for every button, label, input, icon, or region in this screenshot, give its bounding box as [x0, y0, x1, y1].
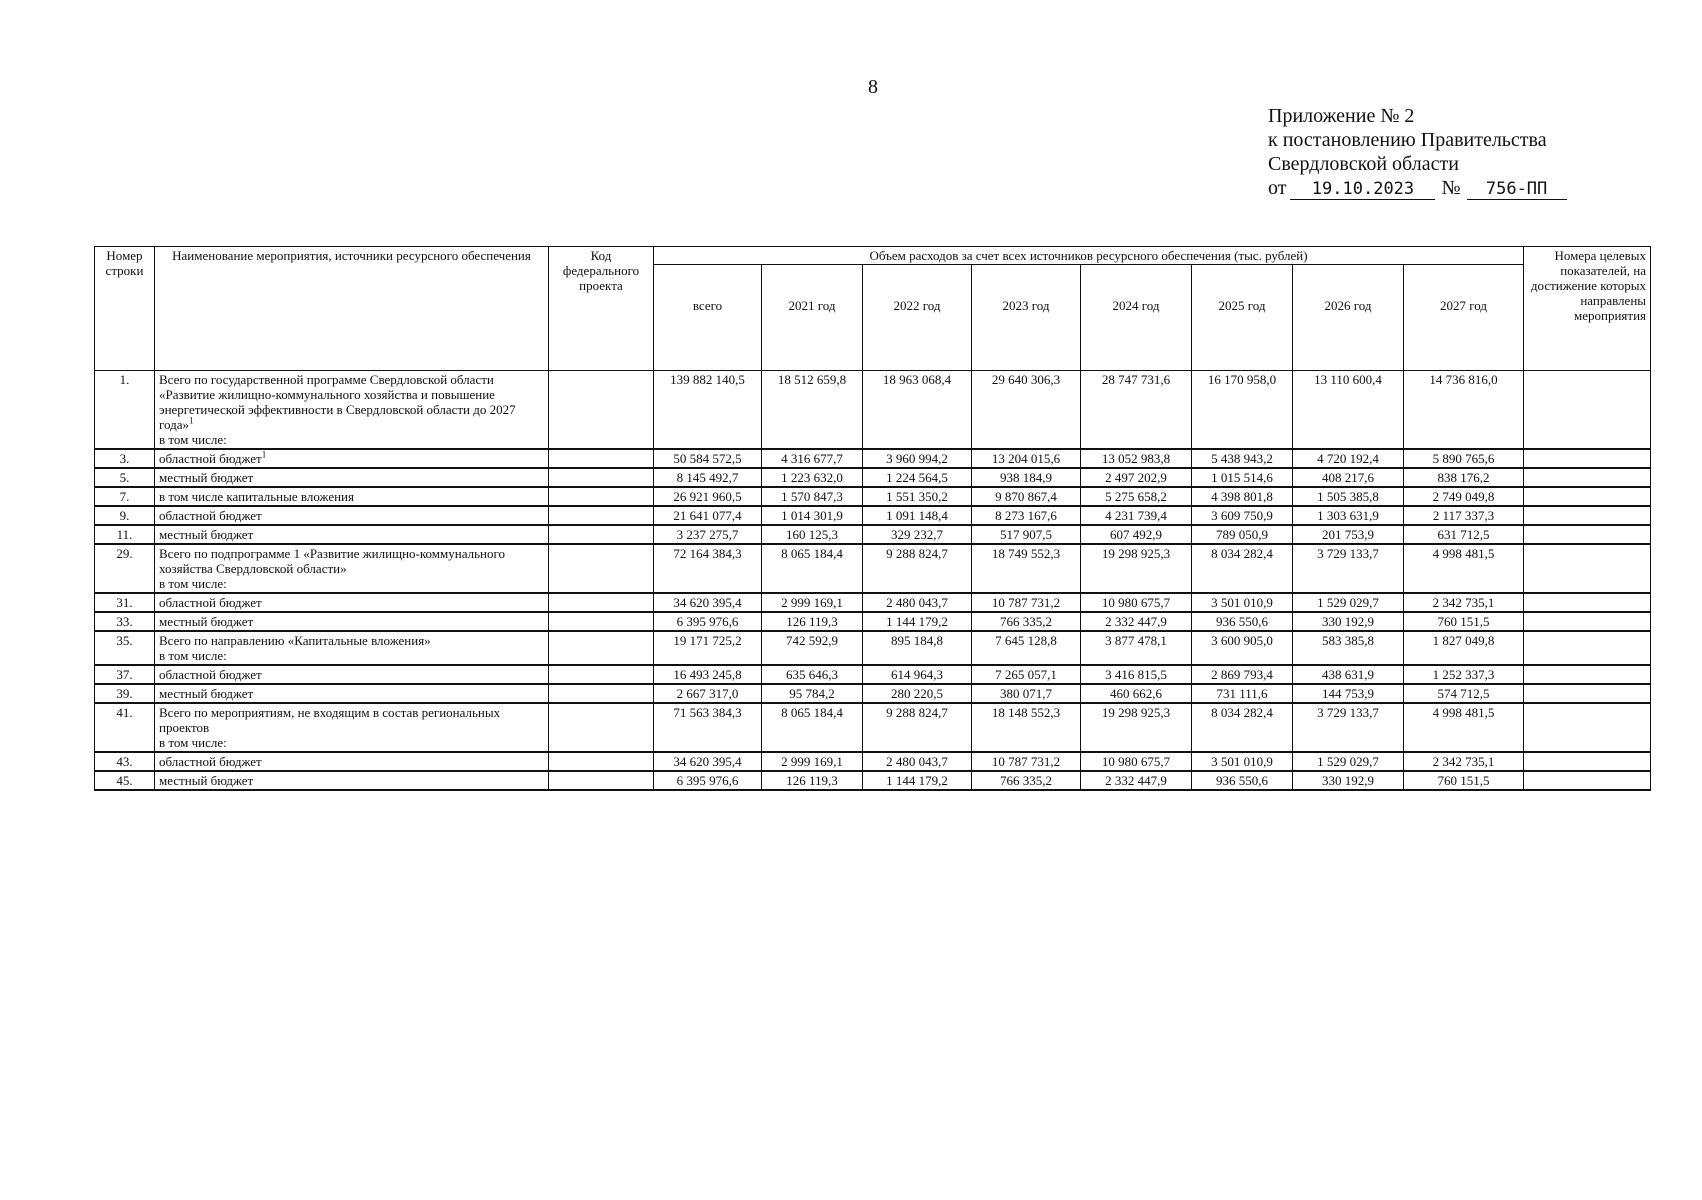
amount-cell-y2024: 2 497 202,9 — [1081, 468, 1192, 487]
header-code: Код федерального проекта — [549, 247, 654, 371]
row-number-cell: 37. — [95, 665, 155, 684]
resolution-date: 19.10.2023 — [1290, 179, 1435, 200]
footnote-mark: 1 — [261, 449, 267, 460]
header-2021: 2021 год — [762, 265, 863, 371]
header-expenses: Объем расходов за счет всех источников ресурсного обеспечения (тыс. рублей) — [654, 247, 1524, 265]
amount-cell-y2026: 144 753,9 — [1293, 684, 1404, 703]
row-number-cell: 33. — [95, 612, 155, 631]
row-number-cell: 43. — [95, 752, 155, 771]
header-2025: 2025 год — [1192, 265, 1293, 371]
row-number-cell: 11. — [95, 525, 155, 544]
table-row — [95, 684, 1651, 703]
amount-cell-y2024: 3 877 478,1 — [1081, 631, 1192, 665]
row-name-cell — [155, 631, 549, 665]
budget-table — [94, 246, 1651, 791]
table-body — [95, 371, 1651, 791]
row-name-text: местный бюджет — [159, 614, 254, 629]
row-name-cell — [155, 449, 549, 468]
amount-cell-y2024: 10 980 675,7 — [1081, 593, 1192, 612]
row-code-cell — [549, 593, 654, 612]
row-code-cell — [549, 525, 654, 544]
amount-cell-y2021: 1 223 632,0 — [762, 468, 863, 487]
row-name-cell — [155, 752, 549, 771]
table-row — [95, 525, 1651, 544]
amount-cell-y2024: 460 662,6 — [1081, 684, 1192, 703]
header-2027: 2027 год — [1404, 265, 1524, 371]
amount-cell-y2027: 1 827 049,8 — [1404, 631, 1524, 665]
amount-cell-y2025: 8 034 282,4 — [1192, 703, 1293, 752]
amount-cell-y2024: 19 298 925,3 — [1081, 703, 1192, 752]
header-name: Наименование мероприятия, источники ресурсного обеспечения — [155, 247, 549, 371]
amount-cell-y2021: 635 646,3 — [762, 665, 863, 684]
amount-cell-y2026: 330 192,9 — [1293, 771, 1404, 790]
amount-cell-y2024: 4 231 739,4 — [1081, 506, 1192, 525]
row-number-cell: 5. — [95, 468, 155, 487]
row-targets-cell — [1524, 487, 1651, 506]
amount-cell-total: 34 620 395,4 — [654, 752, 762, 771]
row-number-cell: 29. — [95, 544, 155, 593]
row-targets-cell — [1524, 593, 1651, 612]
row-code-cell — [549, 487, 654, 506]
row-name-text: Всего по государственной программе Свердловской области «Развитие жилищно-коммунального хозяйства и повышение энергетической эффективности в Свердловской области до 2027 года» — [159, 372, 516, 432]
amount-cell-y2024: 5 275 658,2 — [1081, 487, 1192, 506]
amount-cell-y2025: 8 034 282,4 — [1192, 544, 1293, 593]
row-code-cell — [549, 684, 654, 703]
appendix-header — [1268, 104, 1567, 200]
amount-cell-total: 34 620 395,4 — [654, 593, 762, 612]
row-name-cell — [155, 771, 549, 790]
amount-cell-total: 8 145 492,7 — [654, 468, 762, 487]
row-name-text: местный бюджет — [159, 527, 254, 542]
row-name-text: местный бюджет — [159, 773, 254, 788]
row-name-cell — [155, 371, 549, 450]
row-number-cell: 3. — [95, 449, 155, 468]
amount-cell-y2025: 1 015 514,6 — [1192, 468, 1293, 487]
table-row — [95, 449, 1651, 468]
amount-cell-y2023: 766 335,2 — [972, 771, 1081, 790]
amount-cell-y2021: 742 592,9 — [762, 631, 863, 665]
table-header — [95, 247, 1651, 371]
amount-cell-y2026: 1 505 385,8 — [1293, 487, 1404, 506]
amount-cell-y2023: 10 787 731,2 — [972, 752, 1081, 771]
row-code-cell — [549, 665, 654, 684]
amount-cell-y2022: 18 963 068,4 — [863, 371, 972, 450]
number-label: № — [1441, 177, 1461, 199]
row-targets-cell — [1524, 631, 1651, 665]
amount-cell-y2025: 5 438 943,2 — [1192, 449, 1293, 468]
amount-cell-total: 21 641 077,4 — [654, 506, 762, 525]
amount-cell-y2023: 8 273 167,6 — [972, 506, 1081, 525]
amount-cell-total: 71 563 384,3 — [654, 703, 762, 752]
amount-cell-y2023: 9 870 867,4 — [972, 487, 1081, 506]
amount-cell-y2025: 3 501 010,9 — [1192, 593, 1293, 612]
amount-cell-y2022: 2 480 043,7 — [863, 593, 972, 612]
appendix-region: Свердловской области — [1268, 153, 1459, 175]
amount-cell-y2027: 1 252 337,3 — [1404, 665, 1524, 684]
amount-cell-y2027: 2 342 735,1 — [1404, 752, 1524, 771]
amount-cell-y2022: 1 144 179,2 — [863, 771, 972, 790]
row-name-cell — [155, 487, 549, 506]
row-name-cell — [155, 684, 549, 703]
amount-cell-y2025: 4 398 801,8 — [1192, 487, 1293, 506]
amount-cell-y2027: 838 176,2 — [1404, 468, 1524, 487]
row-name-cell — [155, 593, 549, 612]
row-targets-cell — [1524, 506, 1651, 525]
row-number-cell: 41. — [95, 703, 155, 752]
header-2026: 2026 год — [1293, 265, 1404, 371]
amount-cell-y2025: 16 170 958,0 — [1192, 371, 1293, 450]
footnote-mark: 1 — [189, 415, 194, 426]
amount-cell-y2023: 7 265 057,1 — [972, 665, 1081, 684]
amount-cell-y2026: 1 303 631,9 — [1293, 506, 1404, 525]
amount-cell-y2027: 574 712,5 — [1404, 684, 1524, 703]
amount-cell-y2027: 760 151,5 — [1404, 771, 1524, 790]
header-2024: 2024 год — [1081, 265, 1192, 371]
amount-cell-y2023: 13 204 015,6 — [972, 449, 1081, 468]
row-targets-cell — [1524, 684, 1651, 703]
row-targets-cell — [1524, 468, 1651, 487]
amount-cell-y2022: 329 232,7 — [863, 525, 972, 544]
amount-cell-y2027: 5 890 765,6 — [1404, 449, 1524, 468]
table-row — [95, 752, 1651, 771]
row-targets-cell — [1524, 612, 1651, 631]
amount-cell-y2021: 126 119,3 — [762, 612, 863, 631]
amount-cell-y2024: 2 332 447,9 — [1081, 612, 1192, 631]
amount-cell-total: 19 171 725,2 — [654, 631, 762, 665]
amount-cell-y2025: 789 050,9 — [1192, 525, 1293, 544]
table-row — [95, 544, 1651, 593]
amount-cell-y2024: 2 332 447,9 — [1081, 771, 1192, 790]
row-name-text: областной бюджет — [159, 754, 262, 769]
row-subtitle-text: в том числе: — [159, 648, 227, 663]
amount-cell-y2024: 28 747 731,6 — [1081, 371, 1192, 450]
row-name-text: Всего по подпрограмме 1 «Развитие жилищно-коммунального хозяйства Свердловской области» — [159, 546, 505, 576]
row-name-text: областной бюджет — [159, 451, 262, 466]
amount-cell-y2023: 380 071,7 — [972, 684, 1081, 703]
header-targets: Номера целевых показателей, на достижение которых направлены мероприятия — [1524, 247, 1651, 371]
row-code-cell — [549, 752, 654, 771]
amount-cell-y2021: 8 065 184,4 — [762, 544, 863, 593]
row-name-cell — [155, 506, 549, 525]
amount-cell-y2026: 13 110 600,4 — [1293, 371, 1404, 450]
row-name-cell — [155, 544, 549, 593]
header-total: всего — [654, 265, 762, 371]
amount-cell-y2022: 1 144 179,2 — [863, 612, 972, 631]
from-label: от — [1268, 177, 1287, 199]
amount-cell-y2025: 2 869 793,4 — [1192, 665, 1293, 684]
row-targets-cell — [1524, 665, 1651, 684]
amount-cell-y2026: 4 720 192,4 — [1293, 449, 1404, 468]
amount-cell-y2022: 614 964,3 — [863, 665, 972, 684]
table-row — [95, 665, 1651, 684]
amount-cell-y2026: 3 729 133,7 — [1293, 703, 1404, 752]
amount-cell-y2026: 583 385,8 — [1293, 631, 1404, 665]
resolution-number: 756-ПП — [1467, 179, 1567, 200]
row-code-cell — [549, 506, 654, 525]
amount-cell-y2021: 1 014 301,9 — [762, 506, 863, 525]
header-row-number: Номер строки — [95, 247, 155, 371]
row-code-cell — [549, 631, 654, 665]
row-code-cell — [549, 771, 654, 790]
amount-cell-y2023: 10 787 731,2 — [972, 593, 1081, 612]
row-subtitle-text: в том числе: — [159, 432, 227, 447]
row-code-cell — [549, 612, 654, 631]
row-name-text: Всего по мероприятиям, не входящим в состав региональных проектов — [159, 705, 501, 735]
amount-cell-total: 16 493 245,8 — [654, 665, 762, 684]
amount-cell-y2024: 10 980 675,7 — [1081, 752, 1192, 771]
amount-cell-y2024: 3 416 815,5 — [1081, 665, 1192, 684]
row-name-text: местный бюджет — [159, 470, 254, 485]
table-row — [95, 371, 1651, 450]
amount-cell-y2026: 201 753,9 — [1293, 525, 1404, 544]
row-name-text: областной бюджет — [159, 667, 262, 682]
header-2022: 2022 год — [863, 265, 972, 371]
amount-cell-y2021: 4 316 677,7 — [762, 449, 863, 468]
row-number-cell: 35. — [95, 631, 155, 665]
amount-cell-y2021: 1 570 847,3 — [762, 487, 863, 506]
table-row — [95, 593, 1651, 612]
amount-cell-y2027: 2 117 337,3 — [1404, 506, 1524, 525]
table-row — [95, 631, 1651, 665]
row-subtitle-text: в том числе: — [159, 576, 227, 591]
row-number-cell: 45. — [95, 771, 155, 790]
amount-cell-y2025: 3 609 750,9 — [1192, 506, 1293, 525]
amount-cell-y2022: 3 960 994,2 — [863, 449, 972, 468]
amount-cell-y2023: 18 749 552,3 — [972, 544, 1081, 593]
row-name-cell — [155, 468, 549, 487]
appendix-resolution: к постановлению Правительства — [1268, 129, 1547, 151]
amount-cell-y2021: 126 119,3 — [762, 771, 863, 790]
row-targets-cell — [1524, 544, 1651, 593]
row-code-cell — [549, 371, 654, 450]
row-name-text: Всего по направлению «Капитальные вложения» — [159, 633, 431, 648]
amount-cell-y2026: 3 729 133,7 — [1293, 544, 1404, 593]
amount-cell-y2027: 4 998 481,5 — [1404, 703, 1524, 752]
amount-cell-y2027: 760 151,5 — [1404, 612, 1524, 631]
row-name-text: местный бюджет — [159, 686, 254, 701]
amount-cell-total: 2 667 317,0 — [654, 684, 762, 703]
amount-cell-y2023: 517 907,5 — [972, 525, 1081, 544]
row-code-cell — [549, 449, 654, 468]
amount-cell-total: 50 584 572,5 — [654, 449, 762, 468]
table-row — [95, 506, 1651, 525]
row-targets-cell — [1524, 449, 1651, 468]
amount-cell-y2027: 631 712,5 — [1404, 525, 1524, 544]
row-code-cell — [549, 703, 654, 752]
amount-cell-total: 6 395 976,6 — [654, 612, 762, 631]
row-name-text: областной бюджет — [159, 595, 262, 610]
row-name-cell — [155, 612, 549, 631]
amount-cell-y2021: 18 512 659,8 — [762, 371, 863, 450]
amount-cell-y2024: 13 052 983,8 — [1081, 449, 1192, 468]
row-targets-cell — [1524, 752, 1651, 771]
amount-cell-y2025: 3 600 905,0 — [1192, 631, 1293, 665]
table-row — [95, 703, 1651, 752]
amount-cell-y2027: 2 342 735,1 — [1404, 593, 1524, 612]
amount-cell-y2023: 766 335,2 — [972, 612, 1081, 631]
table-row — [95, 612, 1651, 631]
row-code-cell — [549, 468, 654, 487]
amount-cell-total: 139 882 140,5 — [654, 371, 762, 450]
amount-cell-y2025: 936 550,6 — [1192, 771, 1293, 790]
amount-cell-total: 6 395 976,6 — [654, 771, 762, 790]
amount-cell-y2022: 280 220,5 — [863, 684, 972, 703]
amount-cell-total: 3 237 275,7 — [654, 525, 762, 544]
amount-cell-y2026: 330 192,9 — [1293, 612, 1404, 631]
amount-cell-y2022: 2 480 043,7 — [863, 752, 972, 771]
header-2023: 2023 год — [972, 265, 1081, 371]
amount-cell-y2025: 3 501 010,9 — [1192, 752, 1293, 771]
table-row — [95, 487, 1651, 506]
amount-cell-y2021: 95 784,2 — [762, 684, 863, 703]
amount-cell-y2021: 8 065 184,4 — [762, 703, 863, 752]
row-number-cell: 31. — [95, 593, 155, 612]
amount-cell-total: 26 921 960,5 — [654, 487, 762, 506]
page-number: 8 — [868, 76, 878, 98]
amount-cell-y2026: 1 529 029,7 — [1293, 752, 1404, 771]
row-targets-cell — [1524, 771, 1651, 790]
amount-cell-y2023: 7 645 128,8 — [972, 631, 1081, 665]
row-subtitle-text: в том числе: — [159, 735, 227, 750]
row-number-cell: 1. — [95, 371, 155, 450]
amount-cell-y2025: 731 111,6 — [1192, 684, 1293, 703]
amount-cell-y2025: 936 550,6 — [1192, 612, 1293, 631]
amount-cell-y2026: 408 217,6 — [1293, 468, 1404, 487]
row-name-cell — [155, 665, 549, 684]
amount-cell-y2022: 1 551 350,2 — [863, 487, 972, 506]
amount-cell-y2022: 1 091 148,4 — [863, 506, 972, 525]
row-name-text: в том числе капитальные вложения — [159, 489, 354, 504]
amount-cell-total: 72 164 384,3 — [654, 544, 762, 593]
amount-cell-y2023: 938 184,9 — [972, 468, 1081, 487]
row-targets-cell — [1524, 703, 1651, 752]
amount-cell-y2021: 160 125,3 — [762, 525, 863, 544]
appendix-title: Приложение № 2 — [1268, 105, 1415, 127]
amount-cell-y2021: 2 999 169,1 — [762, 593, 863, 612]
amount-cell-y2027: 2 749 049,8 — [1404, 487, 1524, 506]
amount-cell-y2022: 9 288 824,7 — [863, 703, 972, 752]
row-number-cell: 39. — [95, 684, 155, 703]
amount-cell-y2024: 19 298 925,3 — [1081, 544, 1192, 593]
row-name-cell — [155, 525, 549, 544]
amount-cell-y2022: 1 224 564,5 — [863, 468, 972, 487]
row-code-cell — [549, 544, 654, 593]
amount-cell-y2023: 29 640 306,3 — [972, 371, 1081, 450]
table-row — [95, 468, 1651, 487]
row-number-cell: 9. — [95, 506, 155, 525]
amount-cell-y2026: 438 631,9 — [1293, 665, 1404, 684]
appendix-date-number — [1268, 176, 1567, 200]
amount-cell-y2022: 895 184,8 — [863, 631, 972, 665]
amount-cell-y2021: 2 999 169,1 — [762, 752, 863, 771]
table-row — [95, 771, 1651, 790]
row-name-text: областной бюджет — [159, 508, 262, 523]
row-targets-cell — [1524, 371, 1651, 450]
amount-cell-y2027: 14 736 816,0 — [1404, 371, 1524, 450]
amount-cell-y2027: 4 998 481,5 — [1404, 544, 1524, 593]
amount-cell-y2022: 9 288 824,7 — [863, 544, 972, 593]
row-number-cell: 7. — [95, 487, 155, 506]
amount-cell-y2023: 18 148 552,3 — [972, 703, 1081, 752]
amount-cell-y2026: 1 529 029,7 — [1293, 593, 1404, 612]
row-name-cell — [155, 703, 549, 752]
row-targets-cell — [1524, 525, 1651, 544]
amount-cell-y2024: 607 492,9 — [1081, 525, 1192, 544]
